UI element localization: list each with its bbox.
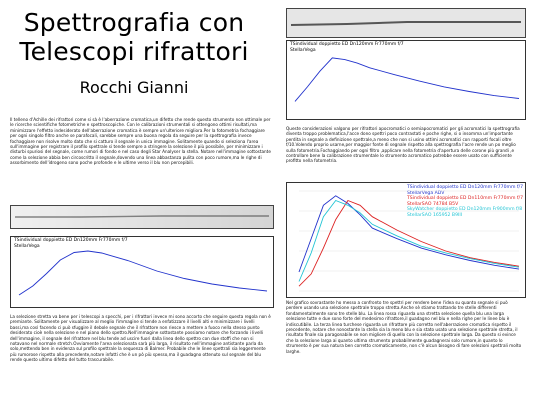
- legend-entry: TSindividual doppietto ED Dn120mm Fr770mm f/7: [290, 42, 404, 47]
- legend-entry: StellarVega: [14, 243, 40, 249]
- bottom-right-paragraph: Nel grafico sovrastante ho messo a confronto tre spettri per rendere bene l'idea su quanto segnale si può perdere usando una selezione spettrale troppo stretta.Anche sè stiamo trattando tre stelle differenti fondamentalmente sono tre stelle blu. La linea rossa riguarda una stretta selezione quella blu una larga selezione tutte e due sono forte del medesimo rifrattore,il guadagno nel blu e nella righe per le linee blu è indiscutibile. La terza linea turchese riguarda un rifrattore più corretto nell'aberrazione cromatica rispetto il precedente, notare che nonostante la stella sia la meno blu e sia stato usato una selezione spettrale stretta, il risultato finale sia paragonabile se non migliore di quello con la selezione spettrale larga. Da questo si evince che la selezione larga ai quanto ultima strumento probabilmente guadagnerai solo rumore,in quanto lo strumento è per sua natura ben corretto cromaticamente, non c'è alcun bisogno di fare selezioni spettrali molto larghe.: [286, 300, 522, 354]
- legend-entry: TSindividual doppietto ED Dn110mm Fr770mm f/7: [407, 196, 523, 202]
- legend-entry: StellarVega ADV: [407, 190, 445, 196]
- caption-right: Queste considerazioni valgono per rifrattori apocromatici o semiapocromatici per gli acromatici la spettrografia diventa troppo problematica,l'acce dono spettri poco contrastati e poche righe, si o insomma un'importante perdita in segnale a definizione spettrale,a meno che non si usino ottimi acromatici con rapporti focali oltre f/10.Volendo proprio usarne,per maggior fonte di segnale rispetto alla spettrografia l'acre rende un po meglio sulla fotometria.Fochaggiando per ogni filtro ,applicare nella fotometria d'apertura delle corone più grandi ,e controllare bene la calibrazione strumentale lo strumento acromatico potrebbe essere usato con sufficiente profitto nella fotometria.: [286, 126, 520, 164]
- spectrum-line: [19, 251, 267, 295]
- intro-paragraph: Il telleno d'Achille dei rifrattori come si sà è l'aberrazione cromatica,un difetto che rende questo strumento non ottimale per le ricerche scientifiche fotometriche e spettroscopiche. Con le calibrazioni strumentali si ottengono ottimi risultati,ma minimizzare l'effetto indesiderato dell'aberrazione cromatica è sempre un'ulteriore migliora.Per la fotometria fochaggiare per ogni singolo filtro anche se parafocali, sarebbe sempre una buona regola da seguire per la spettrografia invece fochaggiare non risolve molto dato che si catturo il segnale in unica immagine. Solitamente quando si seleziona l'area sull'immagine per registrare il profilo spettrale si tende sempre a stringere la selezione il più possibile, per minimizzare i disturbi spuriosi del segnale, come rumori di fondo e nel caso degli Star Analyser la stella. Notare nell'immagine sottostante come la selezione abbia ben circoscritto il segnale,dovendo una linea abbastanza pulita con poco rumore,ma le righe di assorbimento dell'idrogeno sono poche profonde e le ultime verso il blu non percepibili.: [10, 117, 271, 166]
- legend-entry: TSindividual doppietto ED Dn120mm Fr770mm f/7: [14, 238, 128, 243]
- left-spectrum-strip: [10, 205, 274, 229]
- chart-top-right: [286, 40, 526, 120]
- title-line-1: Spettrografia con: [23, 8, 245, 37]
- chart-top-left-svg: [11, 237, 273, 307]
- caption-left: La selezione stretta va bene per i telescopi a specchi, per i rifrattori invece mi sono accorto che seguire questa regola non è premiante. Solitamente per visualizzare al meglio l'immagine si tende a enfatizzare il livelli alti e minimizzare i livelli bassi,ma così facendo ci può sfuggire il debole segnale che il rifrattore non riesce a mettere a fuoco nella stesso punto desiderato cioè nella selezione e nel piano dello spettro.Nell'immagine sottostante possiamo notare che forzando i livelli dell'immagine, il segnale del rifrattore nel blu tende ad uscire fuori dalla linea dello spettro con due stoffi che non si notavano nel normale stretch.Ovviamente l'area selezionata sarà più larga, il risultato nell'immagine antistante parla da solo,mettendo ben in evidenza sul profilo spettrale la sequenza di Balmer. Probabile che le linee spettrali sia leggermente più rumorose rispetto alla precedente,notare infatti che è un pò più spesso,ma il guadagno ottenuto sul segnale del blu rende questo ultimo difetto del tutto trascurabile.: [10, 314, 271, 363]
- chart-top-left: [10, 236, 274, 308]
- spectrum-line: [295, 58, 519, 102]
- legend-entry: StellarVega: [290, 47, 316, 53]
- author: Rocchi Gianni: [79, 78, 189, 97]
- chart-big: [286, 182, 526, 298]
- legend-entry: TSindividual doppietto ED Dn120mm Fr770mm f/7: [407, 185, 523, 190]
- title-line-2: Telescopi rifrattori: [19, 37, 249, 66]
- right-spectrum-strip: [286, 8, 526, 38]
- right-strip-svg: [287, 9, 525, 37]
- legend-entry: StellarSAO 74784 B5V: [407, 201, 459, 207]
- chart-big-svg: [287, 183, 525, 297]
- legend-entry: SkyWatcher doppietto ED Dn120mm Fr900mm f/8: [407, 207, 523, 213]
- legend-entry: StellarSAO 165952 B9III: [407, 212, 463, 218]
- poster-title: [0, 8, 268, 66]
- spectrum-line: [299, 201, 519, 282]
- left-strip-svg: [11, 206, 273, 228]
- chart-top-right-svg: [287, 41, 525, 119]
